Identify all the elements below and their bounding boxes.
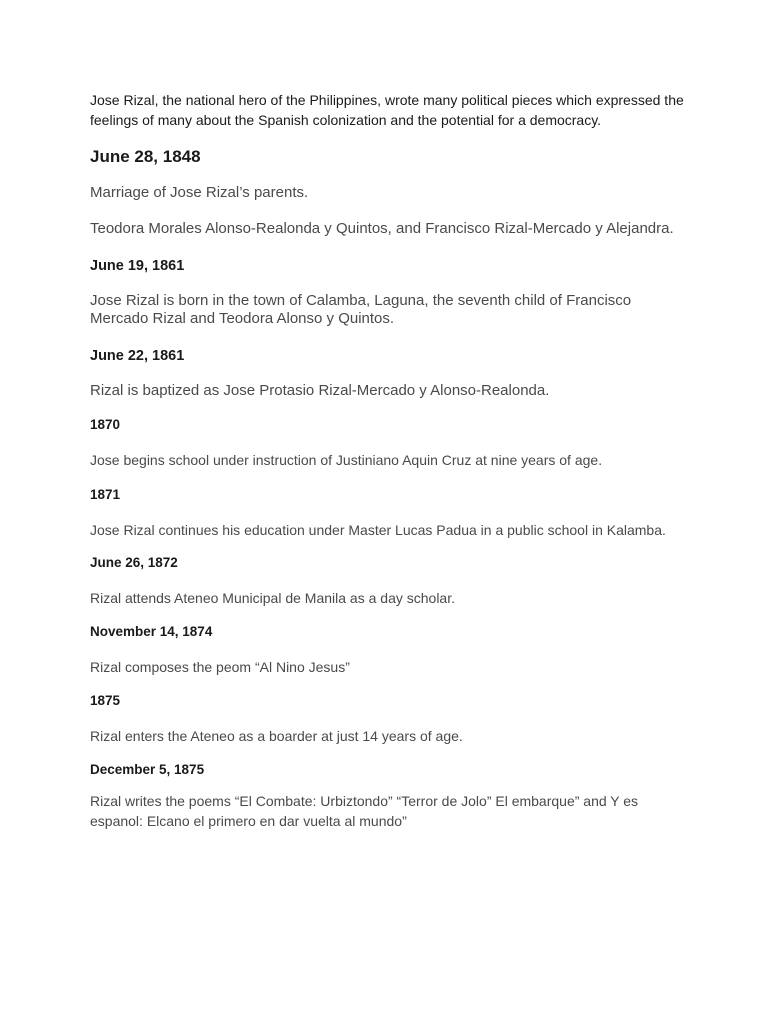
- timeline-entry: [90, 692, 690, 746]
- entry-description: Jose Rizal continues his education under Master Lucas Padua in a public school in Kalamba.: [90, 522, 666, 538]
- entry-date: November 14, 1874: [90, 624, 213, 639]
- timeline-entry: [90, 486, 690, 540]
- entry-date: 1875: [90, 693, 121, 708]
- timeline-entry: [90, 416, 690, 470]
- timeline-entry: [90, 256, 690, 328]
- entry-date: 1870: [90, 417, 121, 432]
- timeline-entry: [90, 623, 690, 677]
- entry-date: June 26, 1872: [90, 555, 178, 570]
- entry-description: Rizal enters the Ateneo as a boarder at just 14 years of age.: [90, 728, 463, 744]
- intro-paragraph: Jose Rizal, the national hero of the Philippines, wrote many political pieces which expressed the feelings of many about the Spanish colonization and the potential for a democracy.: [90, 92, 684, 128]
- entry-description: Jose begins school under instruction of Justiniano Aquin Cruz at nine years of age.: [90, 452, 603, 468]
- entry-description: Rizal composes the peom “Al Nino Jesus”: [90, 659, 350, 675]
- entry-description: Rizal is baptized as Jose Protasio Rizal-Mercado y Alonso-Realonda.: [90, 382, 550, 399]
- timeline-entry: [90, 346, 690, 400]
- entry-date: June 22, 1861: [90, 348, 185, 364]
- entry-description: Jose Rizal is born in the town of Calamba, Laguna, the seventh child of Francisco Mercado Rizal and Teodora Alonso y Quintos.: [90, 292, 632, 327]
- entry-date: June 28, 1848: [90, 147, 201, 166]
- entry-description: Teodora Morales Alonso-Realonda y Quintos, and Francisco Rizal-Mercado y Alejandra.: [90, 220, 674, 237]
- timeline-entry: [90, 761, 690, 831]
- entry-date: June 19, 1861: [90, 258, 185, 274]
- entry-description: Rizal attends Ateneo Municipal de Manila as a day scholar.: [90, 590, 455, 606]
- timeline-entry: [90, 554, 690, 608]
- entry-description: Rizal writes the poems “El Combate: Urbiztondo” “Terror de Jolo” El embarque” and Y es espanol: Elcano el primero en dar vuelta al mundo”: [90, 793, 639, 829]
- entry-description: Marriage of Jose Rizal’s parents.: [90, 184, 309, 201]
- timeline-entry: [90, 146, 690, 238]
- document-page: [90, 90, 690, 831]
- entry-date: 1871: [90, 487, 121, 502]
- entry-date: December 5, 1875: [90, 762, 205, 777]
